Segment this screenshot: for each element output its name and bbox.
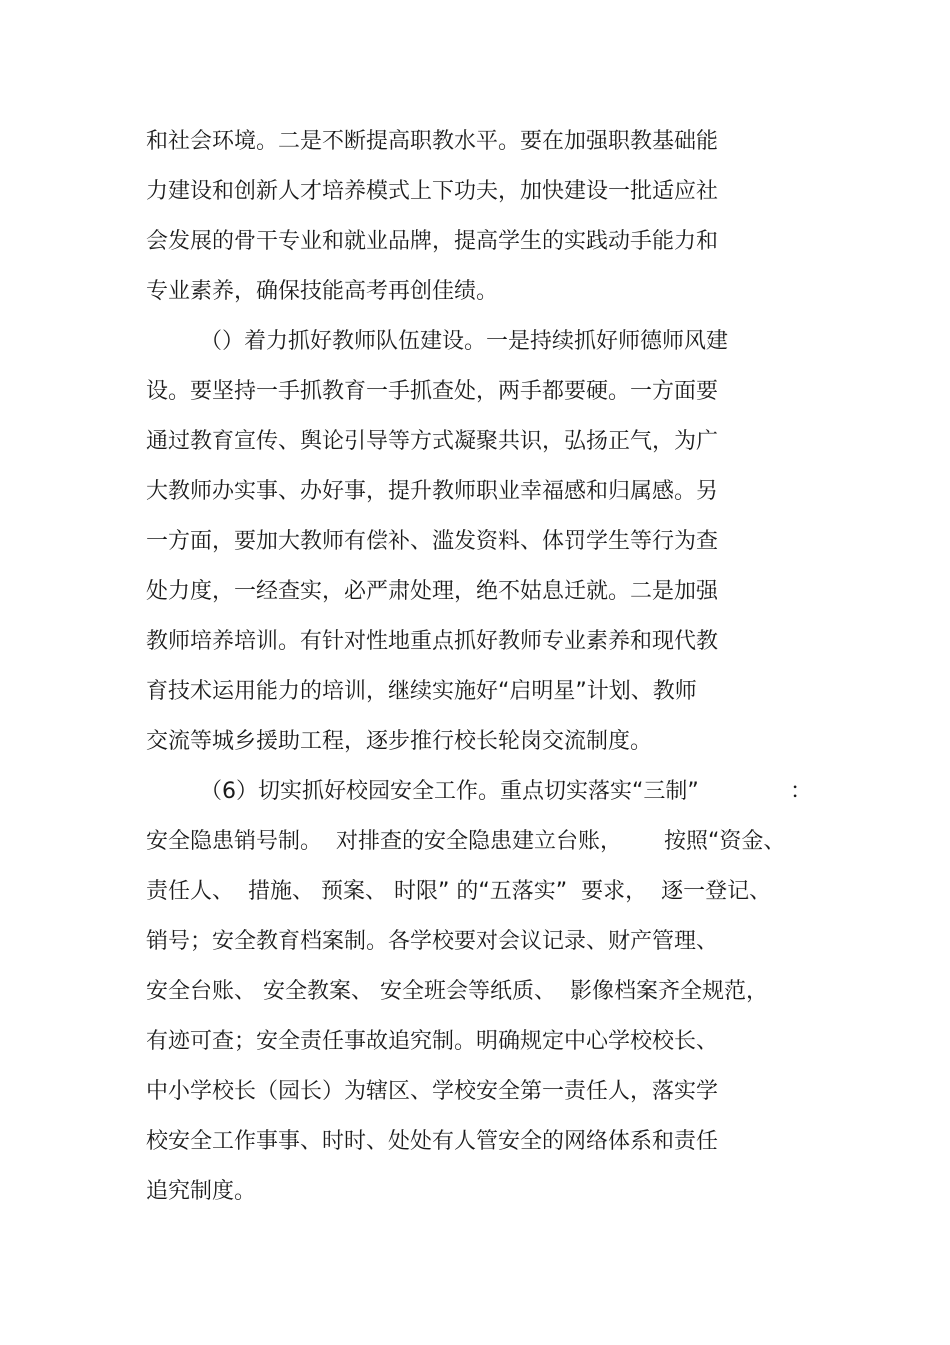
text-line: 设。要坚持一手抓教育一手抓查处，两手都要硬。一方面要 [146, 379, 719, 404]
text-line: 中小学校长（园长）为辖区、学校安全第一责任人，落实学 [146, 1079, 719, 1104]
text-line: 通过教育宣传、舆论引导等方式凝聚共识，弘扬正气，为广 [146, 429, 719, 454]
text-line: 处力度，一经查实，必严肃处理，绝不姑息迁就。二是加强 [146, 579, 719, 604]
text-line: 一方面，要加大教师有偿补、滥发资料、体罚学生等行为查 [146, 529, 719, 554]
text-line: 校安全工作事事、时时、处处有人管安全的网络体系和责任 [146, 1129, 719, 1154]
text-line: 追究制度。 [146, 1179, 257, 1204]
paragraph-heading-line: （6）切实抓好校园安全工作。重点切实落实“三制” [200, 779, 699, 804]
text-line: 交流等城乡援助工程，逐步推行校长轮岗交流制度。 [146, 729, 653, 754]
text-line: 育技术运用能力的培训，继续实施好“启明星”计划、教师 [146, 679, 697, 704]
text-line: 销号；安全教育档案制。各学校要对会议记录、财产管理、 [146, 929, 719, 954]
text-line: 安全台账、 安全教案、 安全班会等纸质、 影像档案齐全规范， [146, 979, 768, 1004]
text-line: 有迹可查；安全责任事故追究制。明确规定中心学校校长、 [146, 1029, 719, 1054]
text-line: 教师培养培训。有针对性地重点抓好教师专业素养和现代教 [146, 629, 719, 654]
text-line: 责任人、 措施、 预案、 时限” 的“五落实” 要求， 逐一登记、 [146, 879, 772, 904]
paragraph-heading-line: （）着力抓好教师队伍建设。一是持续抓好师德师风建 [200, 329, 729, 354]
text-line: 会发展的骨干专业和就业品牌，提高学生的实践动手能力和 [146, 229, 719, 254]
text-line: 大教师办实事、办好事，提升教师职业幸福感和归属感。另 [146, 479, 719, 504]
text-line: 专业素养，确保技能高考再创佳绩。 [146, 279, 499, 304]
text-line: 安全隐患销号制。 对排查的安全隐患建立台账， 按照“资金、 [146, 829, 786, 854]
text-line: 力建设和创新人才培养模式上下功夫，加快建设一批适应社 [146, 179, 719, 204]
colon-mark: ： [790, 779, 813, 804]
text-line: 和社会环境。二是不断提高职教水平。要在加强职教基础能 [146, 129, 719, 154]
